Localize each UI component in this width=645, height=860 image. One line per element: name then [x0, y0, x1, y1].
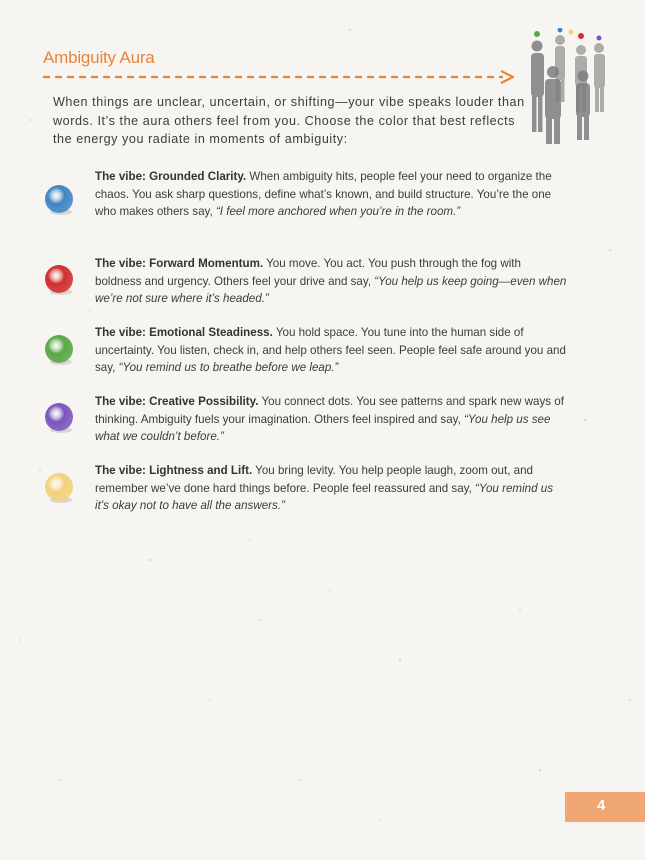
vibe-label: The vibe: Creative Possibility. — [95, 395, 259, 408]
vibe-description: When ambiguity hits, people feel your need to organize the chaos. You ask sharp questions, define what’s known, and build structure. You’re the one who makes others say, — [95, 170, 552, 218]
vibe-quote: “You help us keep going—even when we’re not sure where it’s headed.” — [95, 274, 567, 305]
vibe-item — [95, 462, 570, 515]
vibe-item — [95, 393, 570, 446]
vibe-description: You hold space. You tune into the human side of uncertainty. You listen, check in, and help others feel seen. People feel safe around you and say, — [95, 326, 566, 374]
vibe-description: You bring levity. You help people laugh, zoom out, and remember we’ve done hard things before. People feel reassured and say, — [95, 464, 534, 495]
vibe-color-dot — [41, 332, 77, 368]
dashed-arrow — [43, 69, 518, 85]
vibe-color-dot — [41, 262, 77, 298]
vibe-item — [95, 255, 570, 308]
vibe-item — [95, 168, 570, 221]
vibe-label: The vibe: Lightness and Lift. — [95, 464, 253, 477]
vibe-quote: “You help us see what we couldn’t before.” — [95, 412, 551, 443]
vibe-label: The vibe: Forward Momentum. — [95, 257, 264, 270]
page-number: 4 — [597, 797, 606, 814]
vibe-label: The vibe: Emotional Steadiness. — [95, 326, 273, 339]
page-title: Ambiguity Aura — [43, 48, 155, 67]
vibe-quote: “I feel more anchored when you’re in the room.” — [215, 205, 461, 218]
vibe-color-dot — [41, 182, 77, 218]
vibe-color-dot — [41, 470, 77, 506]
vibe-quote: “You remind us it’s okay not to have all the answers.” — [95, 481, 554, 512]
vibe-item — [95, 324, 570, 377]
vibe-label: The vibe: Grounded Clarity. — [95, 170, 247, 183]
vibe-description: You connect dots. You see patterns and spark new ways of thinking. Ambiguity fuels your imagination. Others feel inspired and say, — [95, 395, 564, 426]
intro-text: When things are unclear, uncertain, or shifting—your vibe speaks louder than words. It’s the aura others feel from you. Choose the color that best reflects the energy you radiate in moments of ambiguity: — [53, 95, 525, 146]
vibe-color-dot — [41, 400, 77, 436]
vibe-description: You move. You act. You push through the fog with boldness and urgency. Others feel your drive and say, — [95, 257, 521, 288]
vibe-quote: “You remind us to breathe before we leap.” — [118, 361, 339, 374]
page-number-tab — [565, 792, 645, 822]
